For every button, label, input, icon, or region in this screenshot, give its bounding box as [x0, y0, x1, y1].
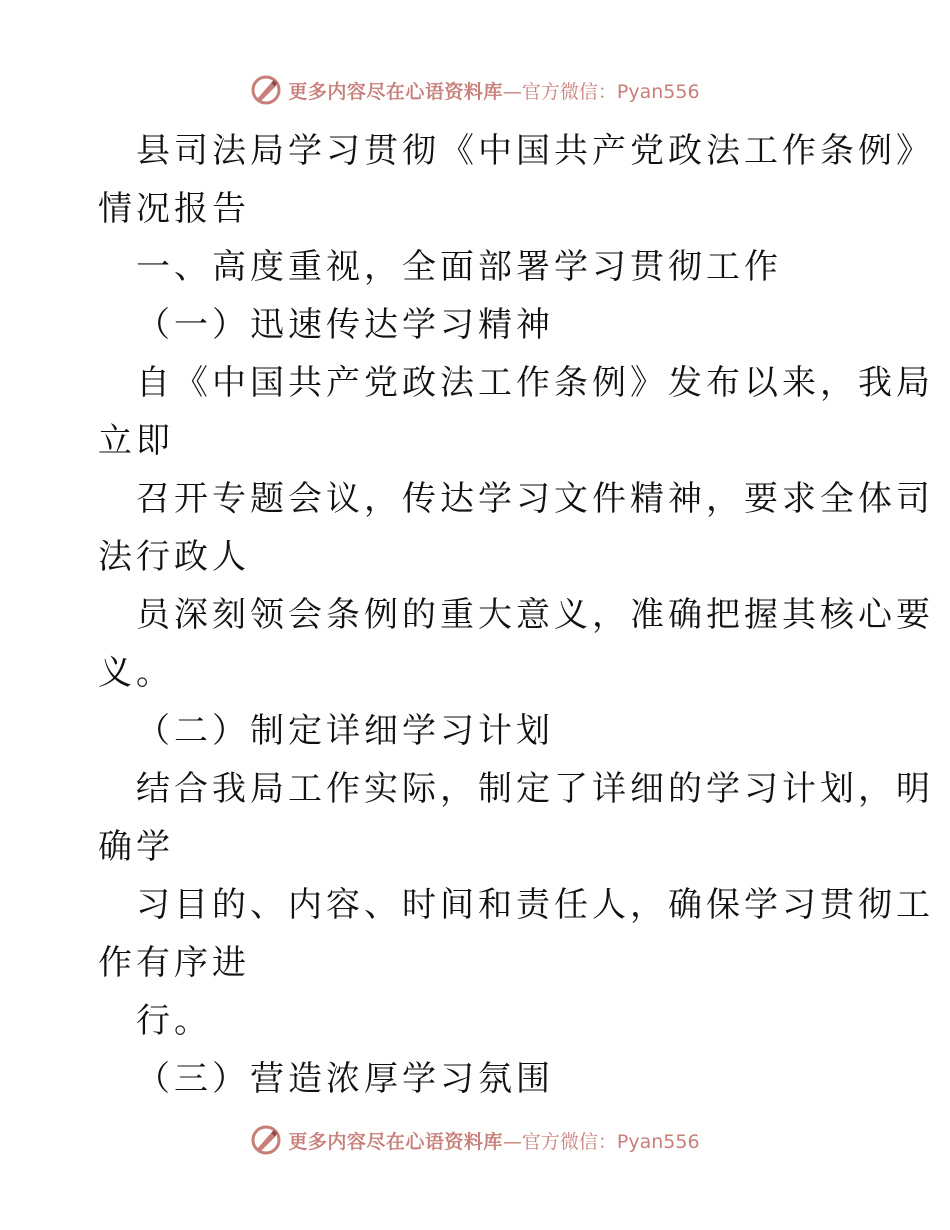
subsection-heading-3: （三）营造浓厚学习氛围 [136, 1059, 554, 1099]
subsection-heading-1: （一）迅速传达学习精神 [136, 305, 554, 345]
paragraph-line: 作有序进 [98, 943, 250, 983]
document-body [98, 122, 934, 1108]
paragraph-line: 义。 [98, 653, 174, 693]
paragraph-line: 员深刻领会条例的重大意义，准确把握其核心要 [136, 595, 934, 635]
section-heading-1: 一、高度重视，全面部署学习贯彻工作 [136, 247, 782, 287]
watermark-brand: 更多内容尽在心语资料库 [288, 80, 503, 103]
subsection-heading-2: （二）制定详细学习计划 [136, 711, 554, 751]
report-title-line-1: 县司法局学习贯彻《中国共产党政法工作条例》 [136, 131, 934, 171]
paragraph-line: 召开专题会议，传达学习文件精神，要求全体司 [136, 479, 934, 519]
pen-seal-icon [250, 1124, 282, 1156]
paragraph-line: 结合我局工作实际，制定了详细的学习计划，明 [136, 769, 934, 809]
paragraph-line: 法行政人 [98, 537, 250, 577]
paragraph-line: 习目的、内容、时间和责任人，确保学习贯彻工 [136, 885, 934, 925]
paragraph-line: 行。 [136, 1001, 212, 1041]
paragraph-line: 立即 [98, 421, 174, 461]
watermark-wechat: —官方微信：Pyan556 [502, 1130, 700, 1153]
watermark-footer [0, 1120, 950, 1160]
paragraph-line: 自《中国共产党政法工作条例》发布以来，我局 [136, 363, 934, 403]
watermark-header [0, 70, 950, 110]
pen-seal-icon [250, 74, 282, 106]
watermark-brand: 更多内容尽在心语资料库 [288, 1130, 503, 1153]
paragraph-line: 确学 [98, 827, 174, 867]
report-title-line-2: 情况报告 [98, 189, 250, 229]
watermark-wechat: —官方微信：Pyan556 [502, 80, 700, 103]
